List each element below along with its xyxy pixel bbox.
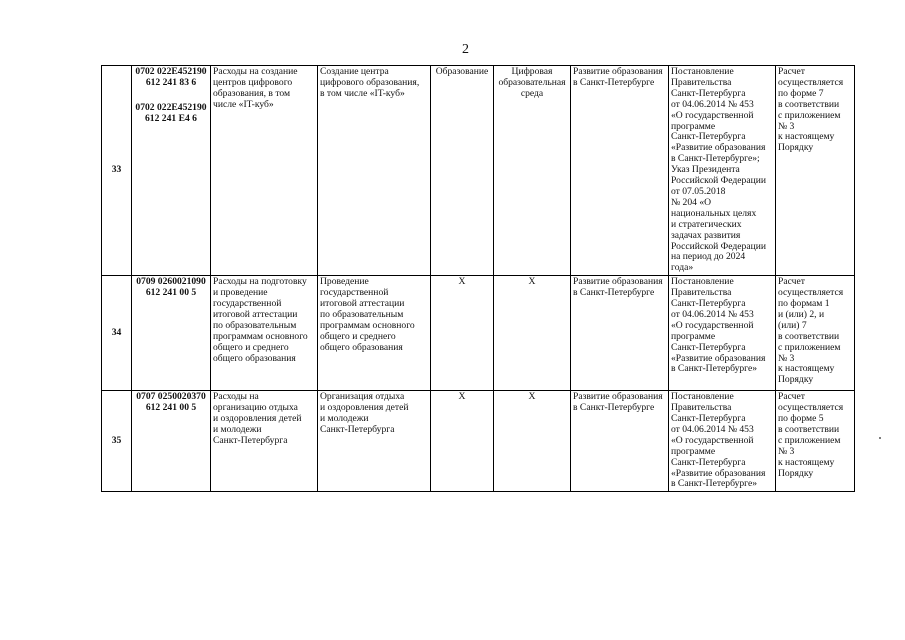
cell-line: № 3 — [778, 445, 795, 457]
cell-line: осуществляется — [778, 76, 844, 88]
measure-name-cell — [318, 66, 431, 276]
cell-line: в Санкт-Петербурге»; — [671, 153, 760, 165]
cell-line: № 204 «О — [671, 196, 712, 208]
expense-name-cell — [211, 66, 318, 276]
cell-line: осуществляется — [778, 402, 844, 414]
program-cell — [571, 391, 669, 492]
cell-line: от 04.06.2014 № 453 — [671, 98, 754, 110]
project-cell — [494, 66, 571, 276]
sector-cell — [431, 66, 494, 276]
table-row — [102, 276, 855, 391]
cell-line: в Санкт-Петербурге» — [671, 478, 758, 490]
cell-line: Санкт-Петербурга — [213, 434, 288, 446]
cell-line: Указ Президента — [671, 164, 740, 176]
code-gap — [134, 89, 208, 103]
budget-codes-cell — [132, 391, 211, 492]
cell-line: от 04.06.2014 № 453 — [671, 308, 754, 320]
cell-line: Образование — [435, 66, 489, 77]
program-cell — [571, 276, 669, 391]
cell-line: общего образования — [320, 341, 403, 353]
cell-line: общего образования — [213, 352, 296, 364]
cell-line: от 04.06.2014 № 453 — [671, 423, 754, 435]
cell-line: «О государственной — [671, 434, 754, 446]
cell-line: и оздоровления детей — [320, 402, 409, 414]
row-number: 33 — [102, 66, 132, 276]
cell-line: программе — [671, 330, 716, 342]
page-number: 2 — [462, 42, 469, 57]
budget-code: 612 241 00 5 — [145, 402, 197, 414]
cell-line: Развитие образования — [573, 391, 663, 403]
cell-line: по образовательным — [213, 319, 297, 331]
cell-line: Правительства — [671, 402, 732, 414]
calculation-cell — [776, 391, 855, 492]
cell-line: итоговой аттестации — [320, 298, 405, 310]
sector-cell — [431, 391, 494, 492]
cell-line: в Санкт-Петербурге» — [671, 363, 758, 375]
cell-line: «Развитие образования — [671, 467, 766, 479]
cell-line: цифрового образования, — [320, 76, 420, 88]
cell-line: X — [528, 391, 536, 403]
calculation-cell — [776, 276, 855, 391]
cell-line: по формам 1 — [778, 298, 830, 310]
cell-line: и молодежи — [213, 423, 262, 435]
legal-basis-cell — [669, 66, 776, 276]
cell-line: № 3 — [778, 120, 795, 132]
budget-table — [101, 65, 855, 492]
cell-line: государственной — [213, 298, 282, 310]
budget-codes-cell — [132, 66, 211, 276]
cell-line: Санкт-Петербурга — [671, 87, 746, 99]
cell-line: государственной — [320, 287, 389, 299]
budget-code: 0702 022E452190 — [135, 101, 207, 113]
cell-line: с приложением — [778, 109, 841, 121]
cell-line: X — [528, 276, 536, 288]
sector-cell — [431, 276, 494, 391]
cell-line: Санкт-Петербурга — [671, 298, 746, 310]
cell-line: с приложением — [778, 434, 841, 446]
legal-basis-cell — [669, 391, 776, 492]
cell-line: Правительства — [671, 76, 732, 88]
cell-line: образования, в том — [213, 87, 291, 99]
cell-line: к настоящему — [778, 363, 835, 375]
expense-name-cell — [211, 276, 318, 391]
cell-line: Санкт-Петербурга — [671, 131, 746, 143]
scan-speck — [879, 437, 881, 439]
cell-line: и молодежи — [320, 413, 369, 425]
cell-line: организацию отдыха — [213, 402, 298, 414]
cell-line: X — [458, 391, 466, 403]
cell-line: Порядку — [778, 142, 814, 154]
cell-line: и (или) 2, и — [778, 308, 825, 320]
budget-code: 0702 022E452190 — [135, 66, 207, 77]
cell-line: X — [458, 276, 466, 288]
project-cell — [494, 276, 571, 391]
cell-line: в том числе «IT-куб» — [320, 87, 405, 99]
cell-line: с приложением — [778, 341, 841, 353]
cell-line: № 3 — [778, 352, 795, 364]
cell-line: Создание центра — [320, 66, 389, 77]
cell-line: Санкт-Петербурга — [671, 456, 746, 468]
row-number: 35 — [102, 391, 132, 492]
budget-code: 612 241 E4 6 — [145, 112, 197, 124]
cell-line: Расчет — [778, 66, 805, 77]
cell-line: задачах развития — [671, 229, 741, 241]
cell-line: программе — [671, 445, 716, 457]
budget-codes-cell — [132, 276, 211, 391]
cell-line: программе — [671, 120, 716, 132]
cell-line: Развитие образования — [573, 66, 663, 77]
table-row — [102, 66, 855, 276]
budget-code: 0709 0260021090 — [136, 276, 206, 288]
cell-line: от 07.05.2018 — [671, 185, 726, 197]
cell-line: Расходы на подготовку — [213, 276, 307, 288]
cell-line: программам основного — [320, 319, 415, 331]
program-cell — [571, 66, 669, 276]
legal-basis-cell — [669, 276, 776, 391]
cell-line: года» — [671, 262, 694, 274]
measure-name-cell — [318, 391, 431, 492]
cell-line: (или) 7 — [778, 319, 807, 331]
cell-line: числе «IT-куб» — [213, 98, 274, 110]
cell-line: по форме 7 — [778, 87, 824, 99]
cell-line: в соответствии — [778, 423, 840, 435]
row-number: 34 — [102, 276, 132, 391]
cell-line: осуществляется — [778, 287, 844, 299]
cell-line: Постановление — [671, 276, 734, 288]
cell-line: образовательная — [498, 76, 566, 88]
measure-name-cell — [318, 276, 431, 391]
cell-line: «Развитие образования — [671, 142, 766, 154]
cell-line: Порядку — [778, 467, 814, 479]
cell-line: Правительства — [671, 287, 732, 299]
cell-line: в Санкт-Петербурге — [573, 76, 655, 88]
cell-line: к настоящему — [778, 131, 835, 143]
cell-line: и стратегических — [671, 218, 742, 230]
cell-line: в Санкт-Петербурге — [573, 287, 655, 299]
cell-line: Российской Федерации — [671, 175, 766, 187]
cell-line: на период до 2024 — [671, 251, 746, 263]
cell-line: Расчет — [778, 276, 805, 288]
cell-line: Цифровая — [511, 66, 553, 77]
cell-line: Расходы на создание — [213, 66, 298, 77]
cell-line: Постановление — [671, 66, 734, 77]
cell-line: Расчет — [778, 391, 805, 403]
cell-line: Расходы на — [213, 391, 259, 403]
cell-line: в соответствии — [778, 98, 840, 110]
cell-line: среда — [520, 87, 544, 99]
cell-line: к настоящему — [778, 456, 835, 468]
cell-line: Российской Федерации — [671, 240, 766, 252]
cell-line: общего и среднего — [213, 341, 289, 353]
cell-line: «О государственной — [671, 319, 754, 331]
budget-code: 612 241 00 5 — [145, 287, 197, 299]
cell-line: Проведение — [320, 276, 369, 288]
cell-line: и проведение — [213, 287, 268, 299]
cell-line: в Санкт-Петербурге — [573, 402, 655, 414]
calculation-cell — [776, 66, 855, 276]
table-row — [102, 391, 855, 492]
cell-line: Развитие образования — [573, 276, 663, 288]
cell-line: «О государственной — [671, 109, 754, 121]
cell-line: итоговой аттестации — [213, 308, 298, 320]
cell-line: в соответствии — [778, 330, 840, 342]
cell-line: Санкт-Петербурга — [671, 413, 746, 425]
cell-line: Организация отдыха — [320, 391, 405, 403]
cell-line: Порядку — [778, 374, 814, 386]
budget-code: 0707 0250020370 — [136, 391, 206, 403]
cell-line: и оздоровления детей — [213, 413, 302, 425]
cell-line: «Развитие образования — [671, 352, 766, 364]
project-cell — [494, 391, 571, 492]
cell-line: Санкт-Петербурга — [320, 423, 395, 435]
table-body — [102, 66, 855, 492]
cell-line: программам основного — [213, 330, 308, 342]
budget-code: 612 241 83 6 — [145, 76, 197, 88]
cell-line: центров цифрового — [213, 76, 293, 88]
expense-name-cell — [211, 391, 318, 492]
cell-line: национальных целях — [671, 207, 757, 219]
cell-line: по форме 5 — [778, 413, 824, 425]
cell-line: Санкт-Петербурга — [671, 341, 746, 353]
cell-line: общего и среднего — [320, 330, 396, 342]
cell-line: по образовательным — [320, 308, 404, 320]
cell-line: Постановление — [671, 391, 734, 403]
